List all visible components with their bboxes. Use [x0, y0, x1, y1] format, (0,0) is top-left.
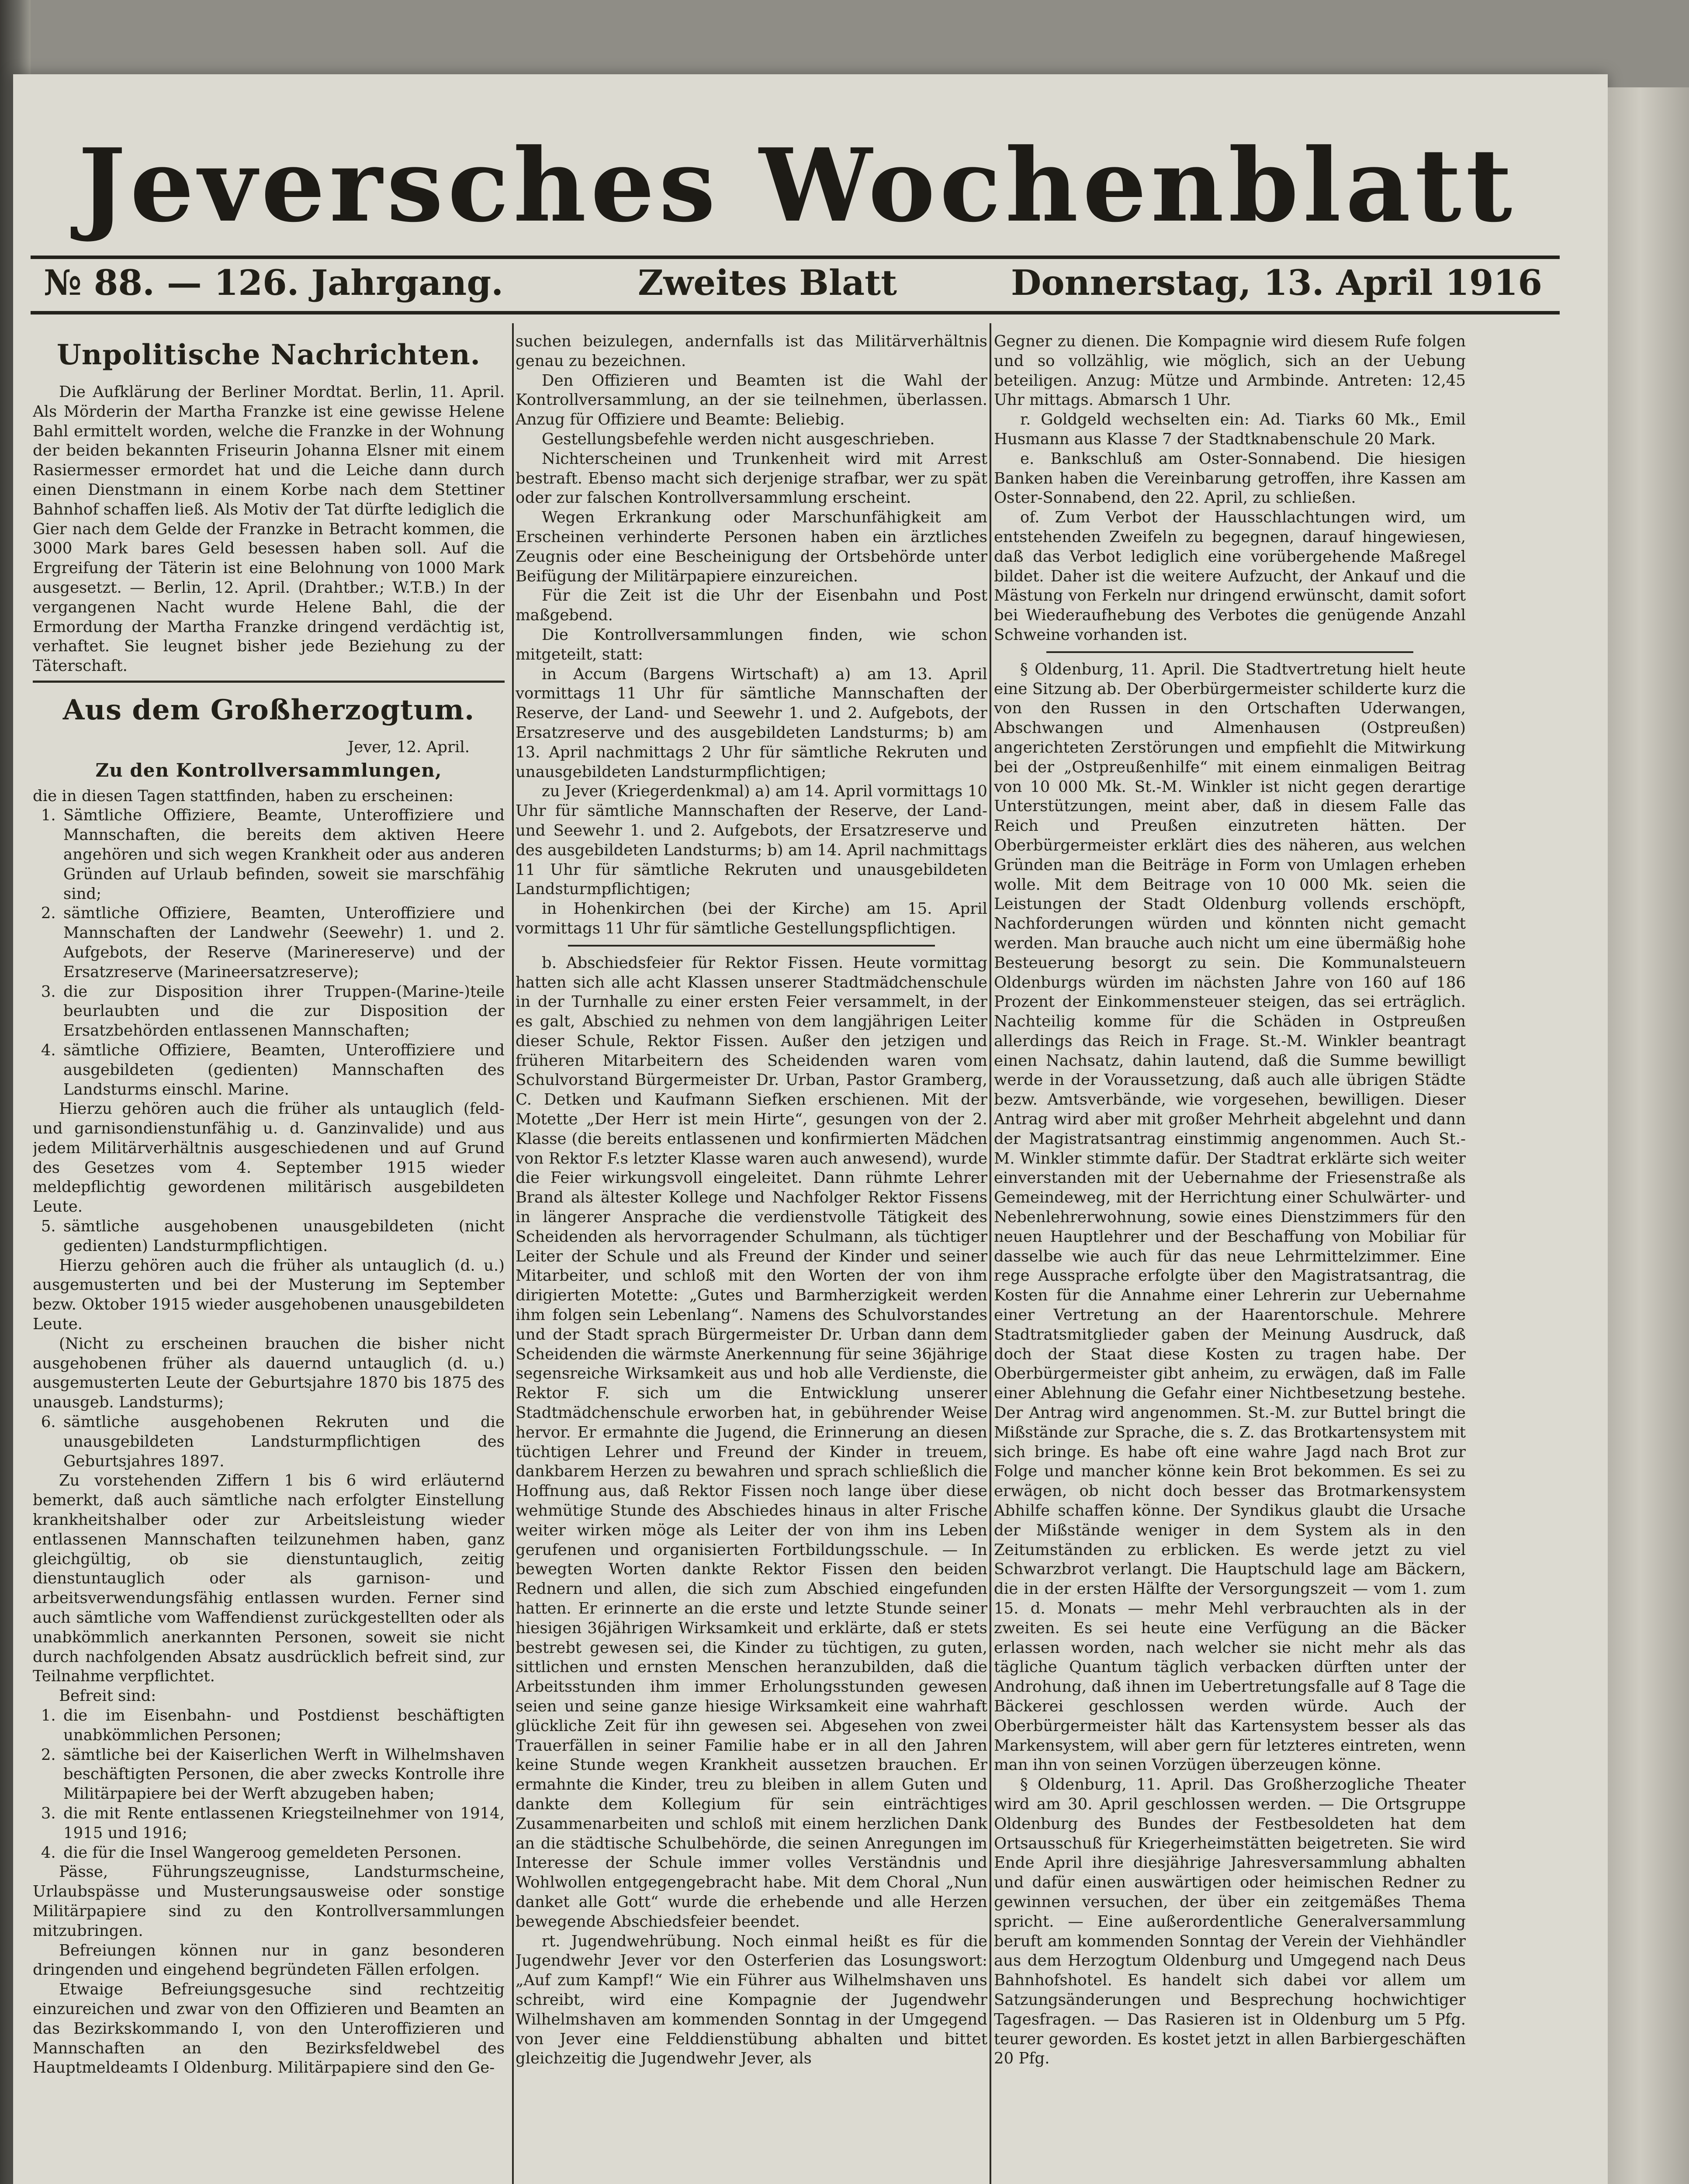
article-jugendwehruebung: rt. Jugendwehrübung. Noch einmal heißt es für die Jugendwehr Jever vor den Osterferien das Losungswort: „Auf zum Kampf!“ Wie ein Führer aus Wilhelmshaven uns schreibt, wird eine Kompagnie der Jugendwehr Wilhelmshaven am kommenden Sonntag in der Umgegend von Jever eine Felddienstübung abhalten und bittet gleichzeitig die Jugendwehr Jever, als: [516, 1932, 987, 2068]
list-attendees-5: [33, 1217, 505, 1256]
paragraph: die in diesen Tagen stattfinden, haben zu erscheinen:: [33, 787, 453, 805]
list-item: 5. sämtliche ausgehobenen unausgebildeten (nicht gedienten) Landsturmpflichtigen.: [61, 1217, 505, 1256]
column-divider-2: [990, 323, 991, 2184]
paragraph: Die Kontrollversammlungen finden, wie schon mitgeteilt, statt:: [516, 625, 987, 663]
list-item: 2. sämtliche bei der Kaiserlichen Werft in Wilhelmshaven beschäftigten Personen, die aber zwecks Kontrolle ihre Militärpapiere bei der Werft abzugeben haben;: [61, 1745, 505, 1804]
section-heading-grossherzogtum: Aus dem Großherzogtum.: [62, 693, 475, 726]
dateline-jever: Jever, 12. April.: [347, 738, 470, 756]
paragraph: Hierzu gehören auch die früher als untauglich (feld- und garnisondienstunfähig u. d. Ganzinvalide) und aus jedem Militärverhältnis ausgeschiedenen und auf Grund des Gesetzes vom 4. September 1915 wieder meldepflichtig gewordenen militärisch ausgebildeten Leute.: [33, 1100, 505, 1216]
paragraph-accum: in Accum (Bargens Wirtschaft) a) am 13. April vormittags 11 Uhr für sämtliche Mannschaften der Reserve, der Land- und Seewehr 1. und 2. Aufgebots, der Ersatzreserve und des ausgebildeten Landsturms; b) am 13. April nachmittags 2 Uhr für sämtliche Rekruten und unausgebildeten Landsturmpflichtigen;: [516, 665, 987, 781]
article-stadtvertretung: § Oldenburg, 11. April. Die Stadtvertretung hielt heute eine Sitzung ab. Der Oberbürgermeister schilderte kurz die von den Russen in den Ortschaften Uderwangen, Abschwangen und Almenhausen (Ostpreußen) angerichteten Zerstörungen und empfiehlt die Mitwirkung bei der „Ostpreußenhilfe“ mit einem einmaligen Beitrag von 10 000 Mk. St.-M. Winkler ist nicht gegen derartige Unterstützungen, meint aber, daß in diesem Falle das Reich und Preußen einzutreten hätten. Der Oberbürgermeister erklärt dies des näheren, aus welchen Gründen man die Beiträge in Form von Umlagen erheben wolle. Mit dem Beitrage von 10 000 Mk. seien die Leistungen der Stadt Oldenburg vollends erschöpft, Nachforderungen würden und könnten nicht gemacht werden. Man brauche auch nicht um eine übermäßig hohe Besteuerung besorgt zu sein. Die Kommunalsteuern Oldenburgs würden im nächsten Jahre von 160 auf 186 Prozent der Einkommensteuer steigen, das sei erträglich. Nachteilig komme für die Schäden in Ostpreußen allerdings das Reich in Frage. St.-M. Winkler beantragt einen Nachsatz, dahin lautend, daß die Summe bewilligt werde in der Voraussetzung, daß auch alle übrigen Städte bezw. Amtsverbände, wie vorgesehen, bewilligen. Dieser Antrag wird aber mit großer Mehrheit abgelehnt und dann der Magistratsantrag einstimmig angenommen. Auch St.-M. Winkler stimmte dafür. Der Stadtrat erklärte sich weiter einverstanden mit der Uebernahme der Friesenstraße als Gemeindeweg, mit der Herrichtung einer Schulwärter- und Nebenlehrerwohnung, sowie eines Dienstzimmers für den neuen Hauptlehrer und der Beschaffung von Mobiliar für dasselbe wie auch für das neue Lehrmittelzimmer. Eine rege Aussprache erfolgte über den Magistratsantrag, die Kosten für die Annahme einer Lehrerin zur Uebernahme einer Vertretung an der Haarentorschule. Mehrere Stadtratsmitglieder gaben der Meinung Ausdruck, daß doch der Staat diese Kosten zu tragen habe. Der Oberbürgermeister gibt anheim, zu erwägen, daß im Falle einer Ablehnung die Gefahr einer Nichtbesetzung bestehe. Der Antrag wird angenommen. St.-M. zur Buttel bringt die Mißstände zur Sprache, die s. Z. das Brotkartensystem mit sich bringe. Es habe oft eine wahre Jagd nach Brot zur Folge und mancher könne kein Brot bekommen. Es sei zu erwägen, ob nicht doch besser das Brotmarkensystem Abhilfe schaffen könne. Der Syndikus glaubt die Ursache der Mißstände weniger in dem System als in den Zeitumständen zu erblicken. Es werde jetzt zu viel Schwarzbrot verlangt. Die Hauptschuld lage am Bäckern, die in der ersten Hälfte der Versorgungszeit — vom 1. zum 15. d. Monats — mehr Mehl verbrauchten als in der zweiten. Es sei heute eine Verfügung an die Bäcker erlassen worden, nach welcher sie nicht mehr als das tägliche Quantum täglich verbacken dürften unter der Androhung, daß ihnen im Uebertretungsfalle auf 8 Tage die Bäckerei geschlossen werden würde. Auch der Oberbürgermeister hält das Kartensystem besser als das Markensystem, will aber gern für letzteres eintreten, wenn man ihn von seinen Vorzügen überzeugen könne.: [994, 660, 1466, 1774]
issue-info-bar: [31, 258, 1560, 310]
list-item: 1. die im Eisenbahn- und Postdienst beschäftigten unabkömmlichen Personen;: [61, 1706, 505, 1745]
list-item: 4. die für die Insel Wangeroog gemeldeten Personen.: [61, 1843, 505, 1863]
paragraph: (Nicht zu erscheinen brauchen die bisher nicht ausgehobenen früher als dauernd untauglich (d. u.) ausgemusterten Leute der Geburtsjahre 1870 bis 1875 des unausgeb. Landsturms);: [33, 1334, 505, 1412]
column-3: [994, 332, 1466, 2184]
masthead-title: Jeversches Wochenblatt: [78, 127, 1517, 245]
paragraph-hohenkirchen: in Hohenkirchen (bei der Kirche) am 15. April vormittags 11 Uhr für sämtliche Gestellungspflichtigen.: [516, 900, 987, 937]
paragraph: Gestellungsbefehle werden nicht ausgeschrieben.: [542, 430, 935, 448]
section-label: Zweites Blatt: [638, 262, 897, 303]
paragraph: Nichterscheinen und Trunkenheit wird mit Arrest bestraft. Ebenso macht sich derjenige strafbar, wer zu spät oder zur falschen Kontrollversammlung erscheint.: [516, 449, 987, 507]
article-separator: [568, 945, 935, 947]
paragraph: Gegner zu dienen. Die Kompagnie wird diesem Rufe folgen und so vollzählig, wie möglich, sich an der Uebung beteiligen. Anzug: Mütze und Armbinde. Antreten: 12,45 Uhr mittags. Abmarsch 1 Uhr.: [994, 332, 1466, 409]
paragraph: Befreiungen können nur in ganz besonderen dringenden und eingehend begründeten Fällen erfolgen.: [33, 1941, 505, 1979]
list-item: 6. sämtliche ausgehobenen Rekruten und die unausgebildeten Landsturmpflichtigen des Geburtsjahres 1897.: [61, 1413, 505, 1471]
list-item: 2. sämtliche Offiziere, Beamten, Unteroffiziere und Mannschaften der Landwehr (Seewehr) 1. und 2. Aufgebots, der Reserve (Marinereserve) und der Ersatzreserve (Marineersatzreserve);: [61, 904, 505, 982]
section-separator: [33, 681, 505, 683]
article-bankschluss: e. Bankschluß am Oster-Sonnabend. Die hiesigen Banken haben die Vereinbarung getroffen, ihre Kassen am Oster-Sonnabend, den 22. April, zu schließen.: [994, 449, 1466, 507]
article-goldgeld: r. Goldgeld wechselten ein: Ad. Tiarks 60 Mk., Emil Husmann aus Klasse 7 der Stadtknabenschule 20 Mark.: [994, 411, 1466, 448]
list-item: 3. die mit Rente entlassenen Kriegsteilnehmer von 1914, 1915 und 1916;: [61, 1804, 505, 1843]
paragraph: Für die Zeit ist die Uhr der Eisenbahn und Post maßgebend.: [516, 587, 987, 625]
paragraph: Etwaige Befreiungsgesuche sind rechtzeitig einzureichen und zwar von den Offizieren und Beamten an das Bezirkskommando I, von den Unteroffizieren und Mannschaften an den Bezirksfeldwebel des Hauptmeldeamts I Oldenburg. Militärpapiere sind den Ge-: [33, 1980, 505, 2077]
list-attendees-6: [33, 1413, 505, 1471]
paragraph: Zu vorstehenden Ziffern 1 bis 6 wird erläuternd bemerkt, daß auch sämtliche nach erfolgter Einstellung krankheitshalber oder zur Arbeitsleistung wieder entlassenen Mannschaften teilzunehmen haben, ganz gleichgültig, ob sie dienstuntauglich, zeitig dienstuntauglich oder als garnison- und arbeitsverwendungsfähig entlassen wurden. Ferner sind auch sämtliche vom Waffendienst zurückgestellten oder als unabkömmlich anerkannten Personen, soweit sie nicht durch nachfolgenden Absatz ausdrücklich befreit sind, zur Teilnahme verpflichtet.: [33, 1472, 505, 1686]
list-attendees: [33, 806, 505, 1099]
article-berliner-mordtat: Die Aufklärung der Berliner Mordtat. Berlin, 11. April. Als Mörderin der Martha Franzke ist eine gewisse Helene Bahl ermittelt worden, welche die Franzke in der Wohnung der beiden bekannten Friseurin Johanna Elsner mit einem Rasiermesser ermordet hat und die Leiche dann durch einen Dienstmann in einem Korbe nach dem Stettiner Bahnhof schaffen ließ. Als Motiv der Tat dürfte lediglich die Gier nach dem Gelde der Franzke in Betracht kommen, die 3000 Mark bares Geld besessen haben soll. Auf die Ergreifung der Täterin ist eine Belohnung von 1000 Mark ausgesetzt. — Berlin, 12. April. (Drahtber.; W.T.B.) In der vergangenen Nacht wurde Helene Bahl, die der Ermordung der Martha Franzke dringend verdächtig ist, verhaftet. Sie leugnet bisher jede Beziehung zu der Täterschaft.: [33, 383, 505, 675]
column-divider-1: [512, 323, 514, 2184]
stacked-pages-edge: [1608, 87, 1689, 2184]
article-oldenburg-theater: § Oldenburg, 11. April. Das Großherzogliche Theater wird am 30. April geschlossen werden. — Die Ortsgruppe Oldenburg des Bundes der Festbesoldeten hat dem Ortsausschuß für Kriegerheimstätten beigetreten. Sie wird Ende April ihre diesjährige Jahresversammlung abhalten und dafür einen auswärtigen oder heimischen Redner zu gewinnen versuchen, der über ein zeitgemäßes Thema spricht. — Eine außerordentliche Generalversammlung beruft am kommenden Sonntag der Verein der Viehhändler aus dem Herzogtum Oldenburg und Umgegend nach Deus Bahnhofshotel. Es handelt sich dabei vor allem um Satzungsänderungen und Besprechung hochwichtiger Tagesfragen. — Das Rasieren ist in Oldenburg um 5 Pfg. teurer geworden. Es kostet jetzt in allen Barbiergeschäften 20 Pfg.: [994, 1776, 1466, 2068]
paragraph: Den Offizieren und Beamten ist die Wahl der Kontrollversammlung, an der sie teilnehmen, überlassen. Anzug für Offiziere und Beamte: Beliebig.: [516, 371, 987, 429]
paragraph: Befreit sind:: [59, 1687, 156, 1705]
paragraph: Hierzu gehören auch die früher als untauglich (d. u.) ausgemusterten und bei der Musterung im September bezw. Oktober 1915 wieder ausgehobenen unausgebildeten Leute.: [33, 1256, 505, 1334]
list-item: 1. Sämtliche Offiziere, Beamte, Unteroffiziere und Mannschaften, die bereits dem aktiven Heere angehören und sich wegen Krankheit oder aus anderen Gründen auf Urlaub befinden, soweit sie marschfähig sind;: [61, 806, 505, 904]
subhead-kontrollversammlungen: Zu den Kontrollversammlungen,: [95, 759, 442, 781]
column-1: [33, 332, 505, 2184]
list-item: 4. sämtliche Offiziere, Beamten, Unteroffiziere und ausgebildeten (gedienten) Mannschaften des Landsturms einschl. Marine.: [61, 1041, 505, 1099]
paragraph: Wegen Erkrankung oder Marschunfähigkeit am Erscheinen verhinderte Personen haben ein ärztliches Zeugnis oder eine Bescheinigung der Ortsbehörde unter Beifügung der Militärpapiere einzureichen.: [516, 508, 987, 585]
section-heading-unpolitische: Unpolitische Nachrichten.: [57, 339, 481, 371]
article-separator: [1046, 651, 1413, 653]
article-abschiedsfeier: b. Abschiedsfeier für Rektor Fissen. Heute vormittag hatten sich alle acht Klassen unserer Stadtmädchenschule in der Turnhalle zu einer ersten Feier versammelt, in der es galt, Abschied zu nehmen von dem langjährigen Leiter dieser Schule, Rektor Fissen. Außer den jetzigen und früheren Mitarbeitern des Scheidenden waren vom Schulvorstand Bürgermeister Dr. Urban, Pastor Gramberg, C. Detken und Kaufmann Siefken erschienen. Mit der Motette „Der Herr ist mein Hirte“, gesungen von der 2. Klasse (die bereits entlassenen und konfirmierten Mädchen von Rektor F.s letzter Klasse waren auch anwesend), wurde die Feier wirkungsvoll eingeleitet. Dann rühmte Lehrer Brand als ältester Kollege und Nachfolger Rektor Fissens in längerer Ansprache die verdienstvolle Tätigkeit des Scheidenden als hervorragender Schulmann, als tüchtiger Leiter der Schule und als Freund der Kinder und seiner Mitarbeiter, und schloß mit den Worten der von ihm dirigierten Motette: „Gutes und Barmherzigkeit werden ihm folgen sein Lebenlang“. Namens des Schulvorstandes und der Stadt sprach Bürgermeister Dr. Urban dann dem Scheidenden die wärmste Anerkennung für seine 36jährige segensreiche Wirksamkeit aus und hob alle Verdienste, die Rektor F. sich um die Entwicklung unserer Stadtmädchenschule erworben hat, in gebührender Weise hervor. Er ermahnte die Jugend, die Erinnerung an diesen tüchtigen Lehrer und Freund der Kinder in treuem, dankbarem Herzen zu bewahren und sprach schließlich die Hoffnung aus, daß Rektor Fissen noch lange über diese wehmütige Stunde des Abschiedes hinaus in alter Frische weiter wirken möge als Leiter der von ihm ins Leben gerufenen und organisierten Fortbildungsschule. — In bewegten Worten dankte Rektor Fissen den beiden Rednern und allen, die sich zum Abschied eingefunden hatten. Er erinnerte an die erste und letzte Stunde seiner hiesigen 36jährigen Wirksamkeit und erklärte, daß er stets bestrebt gewesen sei, die Kinder zu tüchtigen, zu guten, sittlichen und ernsten Menschen heranzubilden, daß die Arbeitsstunden ihm immer Erholungsstunden gewesen seien und seine ganze hiesige Wirksamkeit eine wahrhaft glückliche Zeit für ihn gewesen sei. Abgesehen von zwei Trauerfällen in seiner Familie habe er in all den Jahren keine Stunde wegen Krankheit aussetzen brauchen. Er ermahnte die Kinder, treu zu bleiben in allem Guten und dankte dem Kollegium für sein einträchtiges Zusammenarbeiten und schloß mit einem herzlichen Dank an die städtische Schulbehörde, die seinen Anregungen im Interesse der Schule immer volles Verständnis und Wohlwollen entgegengebracht habe. Mit dem Choral „Nun danket alle Gott“ wurde die erhebende und alle Herzen bewegende Abschiedsfeier beendet.: [516, 954, 987, 1931]
masthead-rule-bottom: [31, 311, 1560, 314]
column-2: [516, 332, 987, 2184]
paragraph: Pässe, Führungszeugnisse, Landsturmscheine, Urlaubspässe und Musterungsausweise oder sonstige Militärpapiere sind zu den Kontrollversammlungen mitzubringen.: [33, 1863, 505, 1940]
issue-number: № 88. — 126. Jahrgang.: [44, 262, 504, 303]
list-item: 3. die zur Disposition ihrer Truppen-(Marine-)teile beurlaubten und die zur Disposition der Ersatzbehörden entlassenen Mannschaften;: [61, 982, 505, 1041]
list-exempt: [33, 1706, 505, 1863]
article-hausschlachtungen: of. Zum Verbot der Hausschlachtungen wird, um entstehenden Zweifeln zu begegnen, darauf hingewiesen, daß das Verbot lediglich eine vorübergehende Maßregel bildet. Daher ist die weitere Aufzucht, der Ankauf und die Mästung von Ferkeln nur dringend erwünscht, damit sofort bei Wiederaufhebung des Verbotes die genügende Anzahl Schweine vorhanden ist.: [994, 508, 1466, 644]
paragraph: suchen beizulegen, andernfalls ist das Militärverhältnis genau zu bezeichnen.: [516, 332, 987, 370]
issue-date: Donnerstag, 13. April 1916: [1011, 262, 1542, 303]
paragraph-jever: zu Jever (Kriegerdenkmal) a) am 14. April vormittags 10 Uhr für sämtliche Mannschaften der Reserve, der Land- und Seewehr 1. und 2. Aufgebots, der Ersatzreserve und des ausgebildeten Landsturms; b) am 14. April nachmittags 11 Uhr für sämtliche Rekruten und unausgebildeten Landsturmpflichtigen;: [516, 782, 987, 898]
